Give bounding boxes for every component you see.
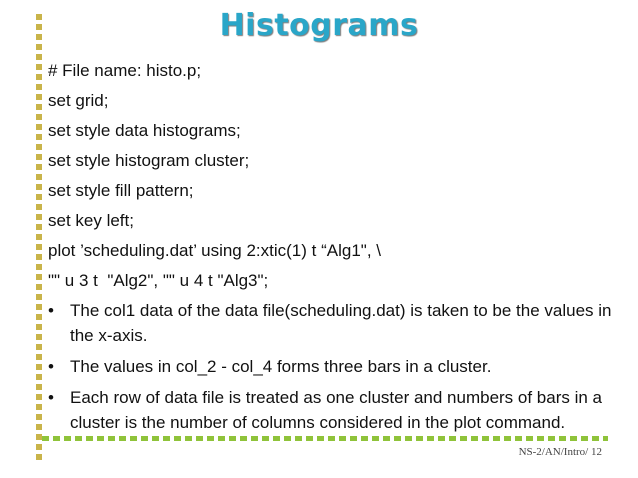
code-line: set style data histograms; [48,121,241,140]
bullet-icon: • [48,301,54,320]
slide-title: Histograms [219,8,419,43]
bottom-dashed-border [42,436,608,441]
code-line: set style fill pattern; [48,181,194,200]
slide-content [48,56,618,435]
bullet-icon: • [48,357,54,376]
code-line: # File name: histo.p; [48,61,202,80]
bullet-item [48,298,618,348]
slide-footer: NS-2/AN/Intro/ 12 [518,446,602,458]
code-line: plot ’scheduling.dat’ using 2:xtic(1) t “Alg1", \ [48,241,381,260]
code-line: set grid; [48,91,109,110]
bullet-item [48,354,618,379]
bullet-text: The col1 data of the data file(scheduling.dat) is taken to be the values in the x-axis. [70,301,612,345]
code-line: set style histogram cluster; [48,151,250,170]
bullet-icon: • [48,388,54,407]
left-dashed-border [36,14,42,460]
bullet-list [48,298,618,435]
code-line: set key left; [48,211,134,230]
bullet-item [48,385,618,435]
bullet-text: Each row of data file is treated as one cluster and numbers of bars in a cluster is the number of columns considered in the plot command. [70,388,603,432]
code-line: "" u 3 t "Alg2", "" u 4 t "Alg3"; [48,271,269,290]
bullet-text: The values in col_2 - col_4 forms three bars in a cluster. [70,357,492,376]
